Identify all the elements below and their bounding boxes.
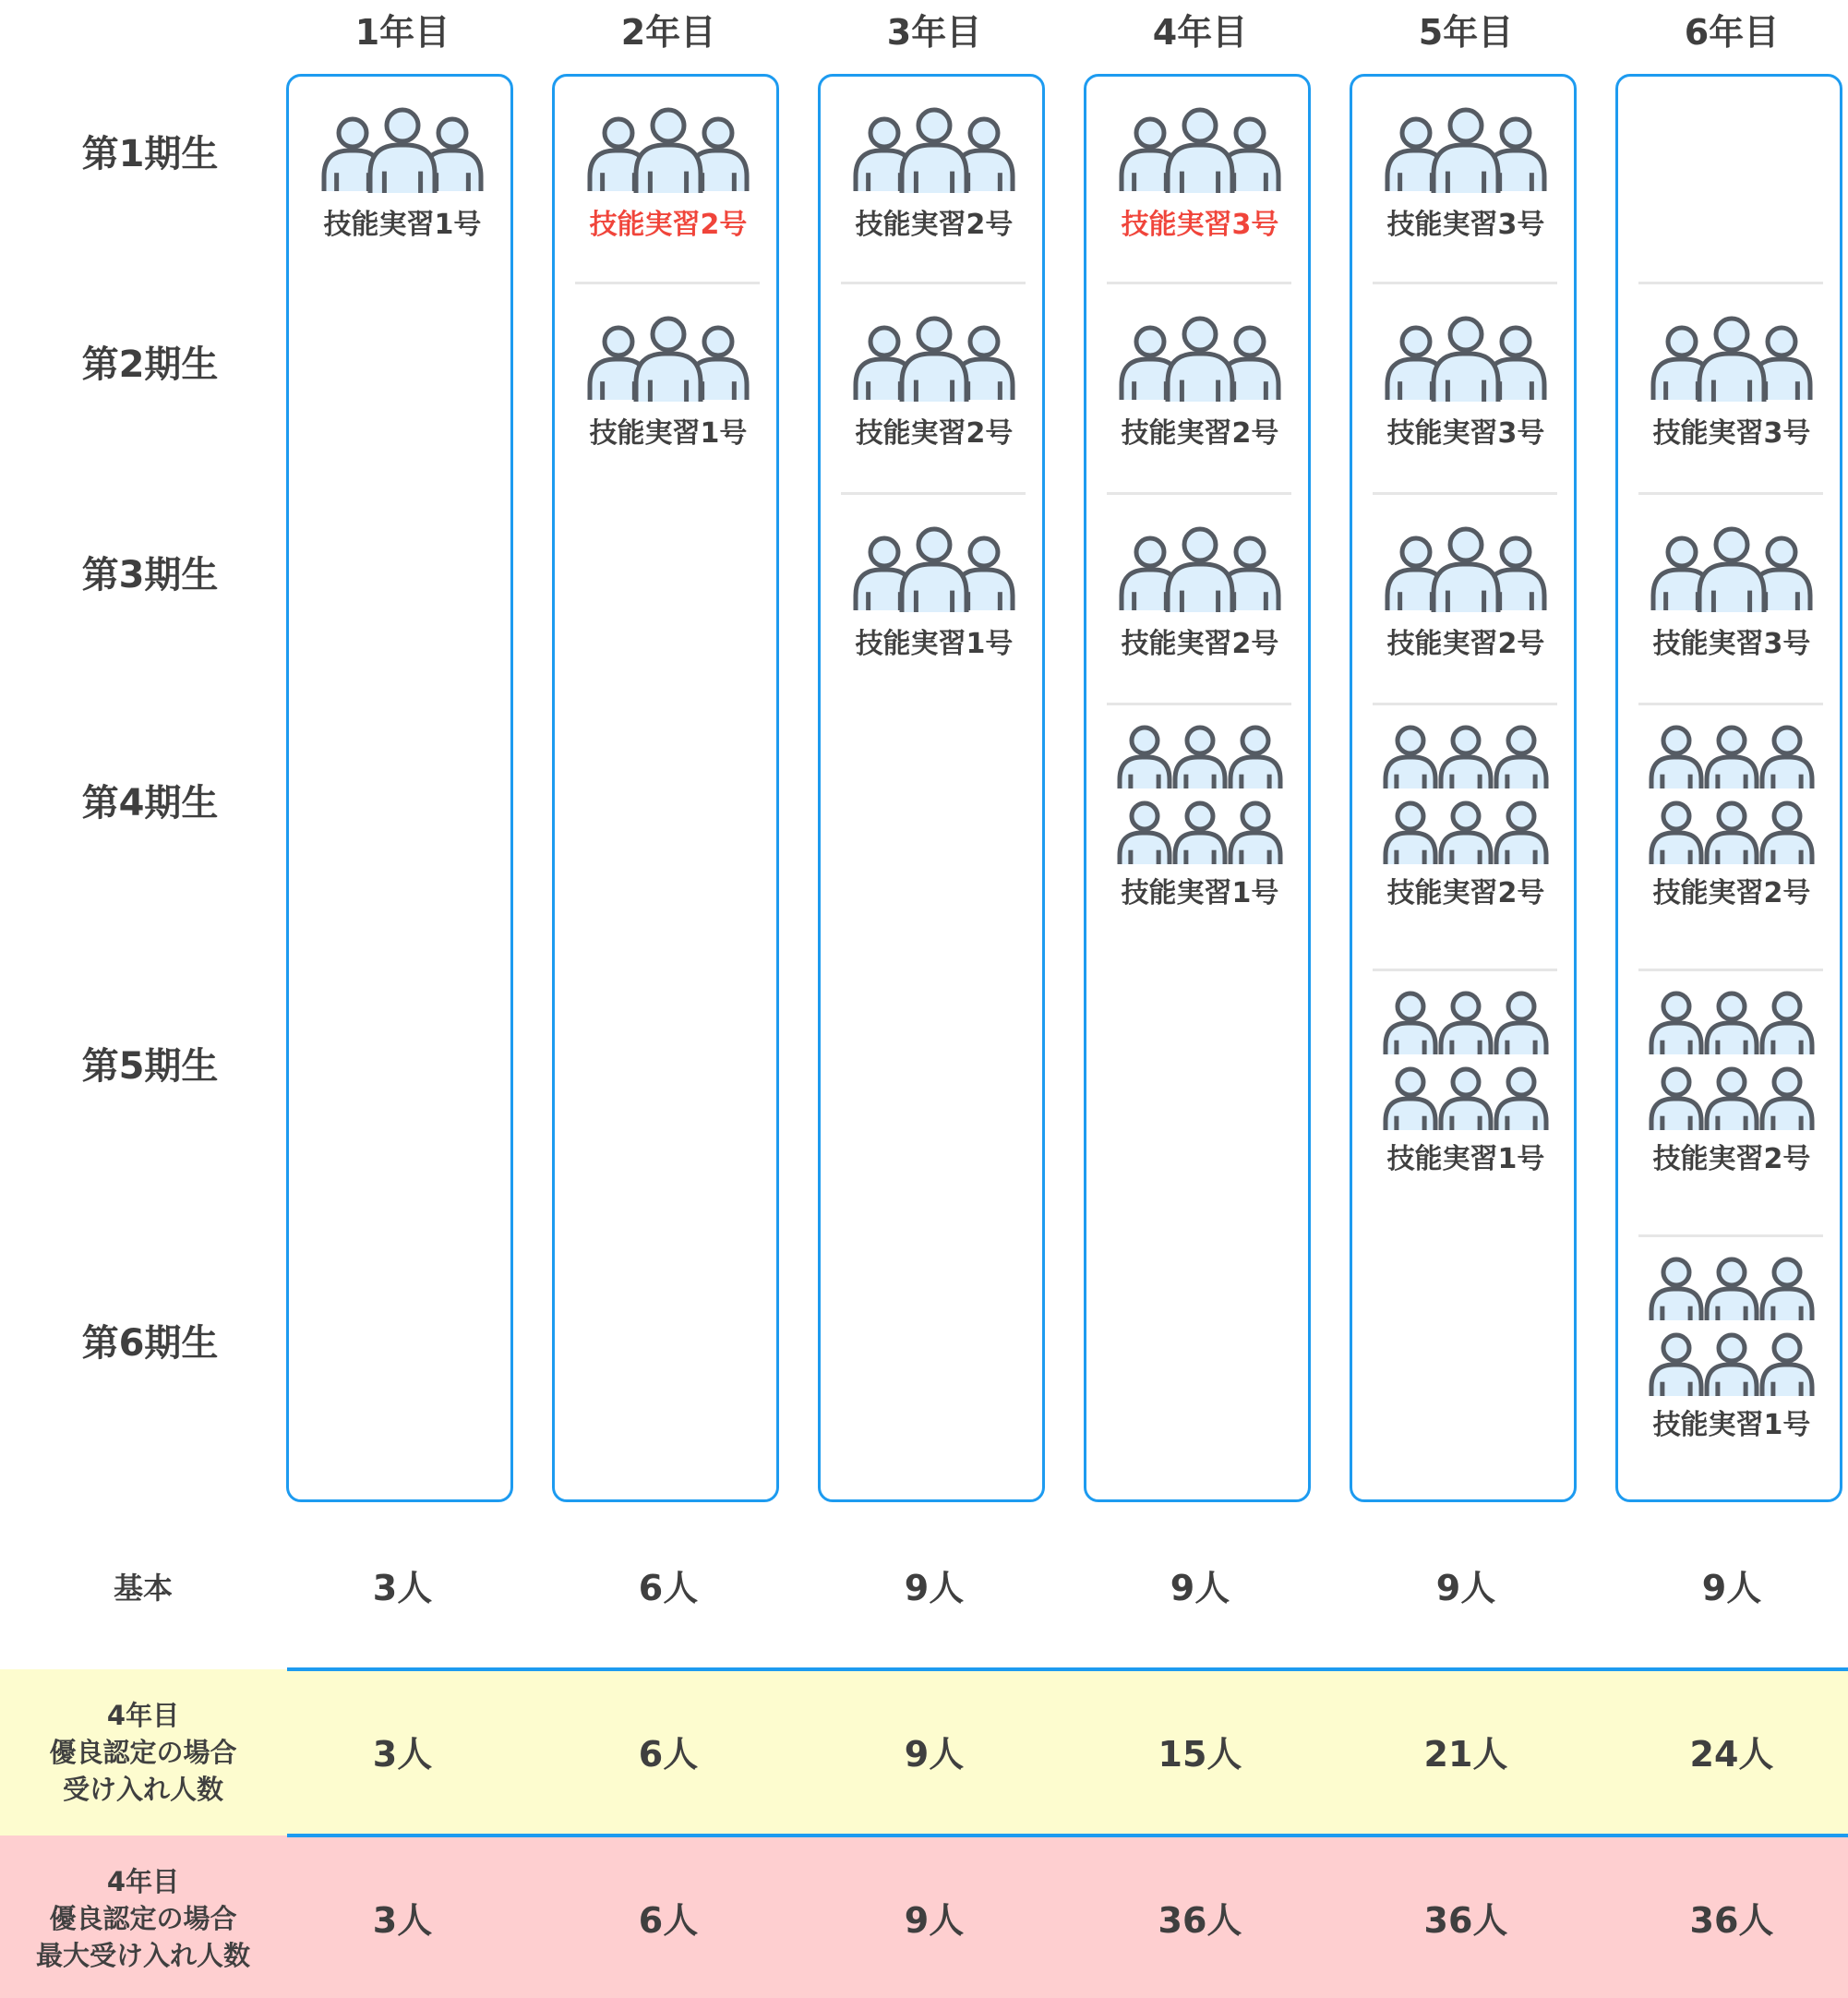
column-header-year-4: 4年目 (1152, 12, 1248, 53)
group-of-three-people-icon (1649, 316, 1815, 412)
training-stage-label: 技能実習1号 (1121, 877, 1279, 909)
training-stage-label: 技能実習2号 (589, 209, 748, 241)
group-of-three-people-icon (1649, 526, 1815, 622)
summary-basic-value: 9人 (1435, 1568, 1496, 1608)
training-stage-label: 技能実習2号 (855, 417, 1014, 450)
group-of-three-people-icon (1383, 526, 1549, 622)
cohort-divider (841, 492, 1026, 495)
summary-excellent-max-value: 36人 (1689, 1900, 1774, 1941)
group-of-three-people-icon (319, 107, 486, 203)
cohort-divider (1373, 703, 1557, 705)
column-header-year-2: 2年目 (620, 12, 716, 53)
training-stage-label: 技能実習3号 (1652, 628, 1811, 660)
group-of-three-people-icon (1117, 107, 1283, 203)
cohort-divider (1638, 703, 1823, 705)
summary-basic-value: 9人 (904, 1568, 965, 1608)
training-stage-label: 技能実習3号 (1652, 417, 1811, 450)
summary-excellent-max-value: 6人 (638, 1900, 699, 1941)
group-of-three-people-icon (851, 526, 1017, 622)
group-of-three-people-icon (585, 316, 751, 412)
cohort-divider (1373, 492, 1557, 495)
summary-excellent-max-label-line: 4年目 (106, 1866, 180, 1897)
summary-excellent-label (0, 1697, 286, 1808)
cohort-divider (1638, 492, 1823, 495)
group-of-six-people-icon (1647, 720, 1817, 875)
cohort-divider (1638, 282, 1823, 284)
training-stage-label: 技能実習2号 (1652, 877, 1811, 909)
training-stage-label: 技能実習3号 (1386, 209, 1545, 241)
summary-excellent-max-value: 3人 (372, 1900, 433, 1941)
summary-excellent-max-value: 9人 (904, 1900, 965, 1941)
column-header-year-3: 3年目 (886, 12, 982, 53)
training-stage-label: 技能実習1号 (1386, 1143, 1545, 1175)
group-of-six-people-icon (1115, 720, 1285, 875)
group-of-six-people-icon (1647, 986, 1817, 1141)
column-header-year-5: 5年目 (1418, 12, 1514, 53)
training-stage-label: 技能実習1号 (855, 628, 1014, 660)
row-label-cohort-6: 第6期生 (81, 1322, 219, 1365)
group-of-three-people-icon (1383, 107, 1549, 203)
training-stage-label: 技能実習1号 (1652, 1409, 1811, 1441)
summary-excellent-max-value: 36人 (1423, 1900, 1508, 1941)
column-header-year-1: 1年目 (354, 12, 450, 53)
cohort-divider (575, 282, 760, 284)
training-stage-label: 技能実習2号 (1386, 628, 1545, 660)
summary-basic-label: 基本 (113, 1571, 173, 1606)
cohort-divider (1373, 969, 1557, 971)
cohort-divider (1107, 703, 1291, 705)
group-of-three-people-icon (1383, 316, 1549, 412)
summary-excellent-label-line: 4年目 (106, 1700, 180, 1731)
summary-excellent-value: 21人 (1423, 1734, 1508, 1775)
group-of-three-people-icon (851, 316, 1017, 412)
summary-excellent-label-line: 受け入れ人数 (62, 1774, 223, 1805)
excellent-row-top-border (287, 1667, 1848, 1671)
group-of-six-people-icon (1647, 1252, 1817, 1407)
training-stage-label: 技能実習1号 (323, 209, 482, 241)
summary-excellent-max-label-line: 優良認定の場合 (49, 1903, 237, 1934)
training-stage-label: 技能実習3号 (1386, 417, 1545, 450)
summary-excellent-value: 3人 (372, 1734, 433, 1775)
training-stage-label: 技能実習3号 (1121, 209, 1279, 241)
row-label-cohort-1: 第1期生 (81, 133, 219, 175)
year-column-box (286, 74, 513, 1502)
year-column-box (818, 74, 1045, 1502)
training-stage-label: 技能実習2号 (855, 209, 1014, 241)
summary-excellent-max-label (0, 1863, 286, 1974)
cohort-divider (841, 282, 1026, 284)
group-of-three-people-icon (585, 107, 751, 203)
summary-excellent-value: 9人 (904, 1734, 965, 1775)
training-stage-label: 技能実習1号 (589, 417, 748, 450)
year-column-box (552, 74, 779, 1502)
summary-excellent-value: 15人 (1158, 1734, 1242, 1775)
summary-basic-value: 9人 (1170, 1568, 1230, 1608)
cohort-divider (1638, 1234, 1823, 1237)
summary-basic-value: 6人 (638, 1568, 699, 1608)
group-of-three-people-icon (1117, 316, 1283, 412)
training-stage-label: 技能実習2号 (1121, 417, 1279, 450)
cohort-divider (1373, 282, 1557, 284)
row-label-cohort-5: 第5期生 (81, 1045, 219, 1088)
cohort-divider (1107, 492, 1291, 495)
group-of-three-people-icon (1117, 526, 1283, 622)
cohort-divider (1107, 282, 1291, 284)
training-stage-label: 技能実習2号 (1386, 877, 1545, 909)
row-label-cohort-2: 第2期生 (81, 343, 219, 386)
summary-basic-value: 3人 (372, 1568, 433, 1608)
group-of-three-people-icon (851, 107, 1017, 203)
excellent-max-row-top-border (287, 1834, 1848, 1837)
row-label-cohort-4: 第4期生 (81, 782, 219, 824)
cohort-divider (1638, 969, 1823, 971)
column-header-year-6: 6年目 (1684, 12, 1780, 53)
summary-excellent-value: 6人 (638, 1734, 699, 1775)
summary-excellent-value: 24人 (1689, 1734, 1774, 1775)
group-of-six-people-icon (1381, 720, 1551, 875)
summary-basic-value: 9人 (1701, 1568, 1762, 1608)
group-of-six-people-icon (1381, 986, 1551, 1141)
training-stage-label: 技能実習2号 (1121, 628, 1279, 660)
summary-excellent-label-line: 優良認定の場合 (49, 1737, 237, 1768)
summary-excellent-max-value: 36人 (1158, 1900, 1242, 1941)
row-label-cohort-3: 第3期生 (81, 554, 219, 596)
training-stage-label: 技能実習2号 (1652, 1143, 1811, 1175)
summary-excellent-max-label-line: 最大受け入れ人数 (35, 1940, 250, 1971)
